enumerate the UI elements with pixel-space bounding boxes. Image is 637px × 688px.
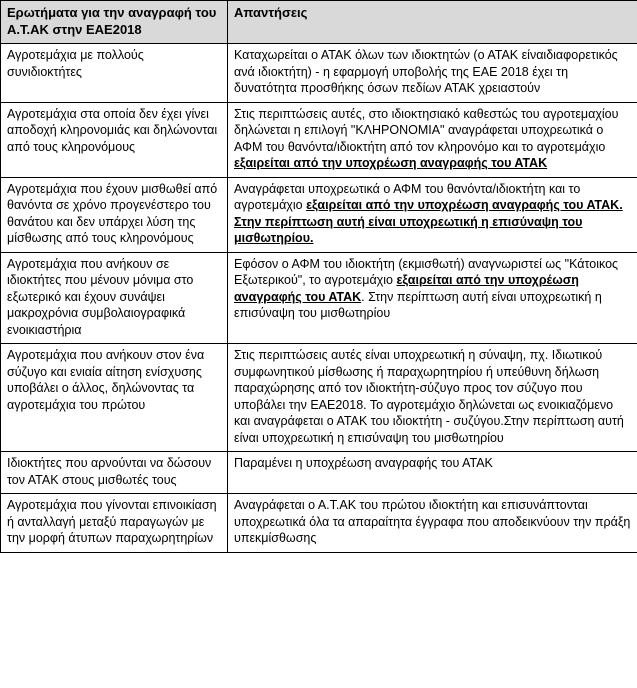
header-row bbox=[1, 1, 637, 44]
question-cell: Αγροτεμάχια που γίνονται επινοικίαση ή ανταλλαγή μεταξύ παραγωγών με την μορφή άτυπων παραχωρητηρίων bbox=[1, 494, 228, 553]
answer-cell bbox=[228, 252, 637, 344]
answer-cell bbox=[228, 177, 637, 252]
answer-text: . Στην περίπτωση αυτή είναι υποχρεωτική η επισύναψη του μισθωτηρίου bbox=[234, 289, 602, 321]
question-cell: Ιδιοκτήτες που αρνούνται να δώσουν τον ΑΤΑΚ στους μισθωτές τους bbox=[1, 452, 228, 494]
answers-column-header: Απαντήσεις bbox=[228, 1, 637, 44]
table-row bbox=[1, 177, 637, 252]
question-cell: Αγροτεμάχια που ανήκουν σε ιδιοκτήτες που μένουν μόνιμα στο εξωτερικό και έχουν συνάψει μακροχρόνια συμβολαιογραφικά ενοικιαστήρια bbox=[1, 252, 228, 344]
answer-text: Αναγράφεται υποχρεωτικά ο ΑΦΜ του θανόντα/ιδιοκτήτη και το αγροτεμάχιο bbox=[234, 181, 581, 213]
questions-column-header: Ερωτήματα για την αναγραφή του Α.Τ.ΑΚ στην ΕΑΕ2018 bbox=[1, 1, 228, 44]
table-body bbox=[1, 44, 637, 553]
question-cell: Αγροτεμάχια που ανήκουν στον ένα σύζυγο και ενιαία αίτηση ενίσχυσης υποβάλει ο άλλος, δηλώνοντας τα αγροτεμάχια του πρώτου bbox=[1, 344, 228, 452]
question-cell: Αγροτεμάχια που έχουν μισθωθεί από θανόντα σε χρόνο προγενέστερο του θανάτου και δεν υπάρχει λύση της μίσθωσης από τους κληρονόμους bbox=[1, 177, 228, 252]
table-row bbox=[1, 452, 637, 494]
answer-emphasized-text: εξαιρείται από την υποχρέωση αναγραφής του ΑΤΑΚ bbox=[234, 273, 579, 304]
answer-text: Αναγράφεται ο Α.Τ.ΑΚ του πρώτου ιδιοκτήτη και επισυνάπτονται υποχρεωτικά όλα τα απαραίτητα έγγραφα που αποδεικνύουν την πράξη υπεκμίσθωσης bbox=[234, 498, 631, 546]
answer-cell bbox=[228, 494, 637, 553]
answer-text: Καταχωρείται ο ΑΤΑΚ όλων των ιδιοκτητών (ο ΑΤΑΚ είναιδιαφορετικός ανά ιδιοκτήτη) - η εφαρμογή υποβολής της ΕΑΕ 2018 έχει τη δυνατότητα προσθήκης όσων πεδίων ΑΤΑΚ χρειαστούν bbox=[234, 48, 618, 96]
answer-text: Παραμένει η υποχρέωση αναγραφής του ΑΤΑΚ bbox=[234, 456, 493, 471]
table-row bbox=[1, 252, 637, 344]
answer-cell bbox=[228, 102, 637, 177]
answer-text: Στις περιπτώσεις αυτές είναι υποχρεωτική η σύναψη, πχ. Ιδιωτικού συμφωνητικού μίσθωσης ή παραχωρητηρίου ή υπεύθυνη δήλωση παραχώρησης από τον ιδιοκτήτη-σύζυγο προς τον σύζυγο που υποβάλει την ΕΑΕ2018. Το αγροτεμάχιο δηλώνεται ως ενοικιαζόμενο και αναγράφεται ο ΑΤΑΚ του ιδιοκτήτη - συζύγου.Στην περίπτωση αυτή είναι υποχρεωτική η επισύναψη του μισθωτηρίου bbox=[234, 348, 624, 445]
question-cell: Αγροτεμάχια στα οποία δεν έχει γίνει αποδοχή κληρονομιάς και δηλώνονται από τους κληρονόμους bbox=[1, 102, 228, 177]
table-row bbox=[1, 344, 637, 452]
question-cell: Αγροτεμάχια με πολλούς συνιδιοκτήτες bbox=[1, 44, 228, 103]
table-row bbox=[1, 102, 637, 177]
answer-text: Στις περιπτώσεις αυτές, στο ιδιοκτησιακό καθεστώς του αγροτεμαχίου δηλώνεται η επιλογή "ΚΛΗΡΟΝΟΜΙΑ" αναγράφεται υποχρεωτικά ο ΑΦΜ του θανόντα/ιδιοκτήτη από τον κληρονόμο και το αγροτεμάχιο bbox=[234, 106, 619, 154]
answer-cell bbox=[228, 452, 637, 494]
answer-emphasized-text: εξαιρείται από την υποχρέωση αναγραφής του ΑΤΑΚ. Στην περίπτωση αυτή είναι υποχρεωτική η επισύναψη του μισθωτηρίου. bbox=[234, 198, 623, 246]
answer-emphasized-text: εξαιρείται από την υποχρέωση αναγραφής του ΑΤΑΚ bbox=[234, 156, 548, 171]
table-row bbox=[1, 44, 637, 103]
answer-text: Εφόσον ο ΑΦΜ του ιδιοκτήτη (εκμισθωτή) αναγνωριστεί ως "Κάτοικος Εξωτερικού", το αγροτεμάχιο bbox=[234, 256, 619, 288]
answer-cell bbox=[228, 344, 637, 452]
table-row bbox=[1, 494, 637, 553]
answer-cell bbox=[228, 44, 637, 103]
